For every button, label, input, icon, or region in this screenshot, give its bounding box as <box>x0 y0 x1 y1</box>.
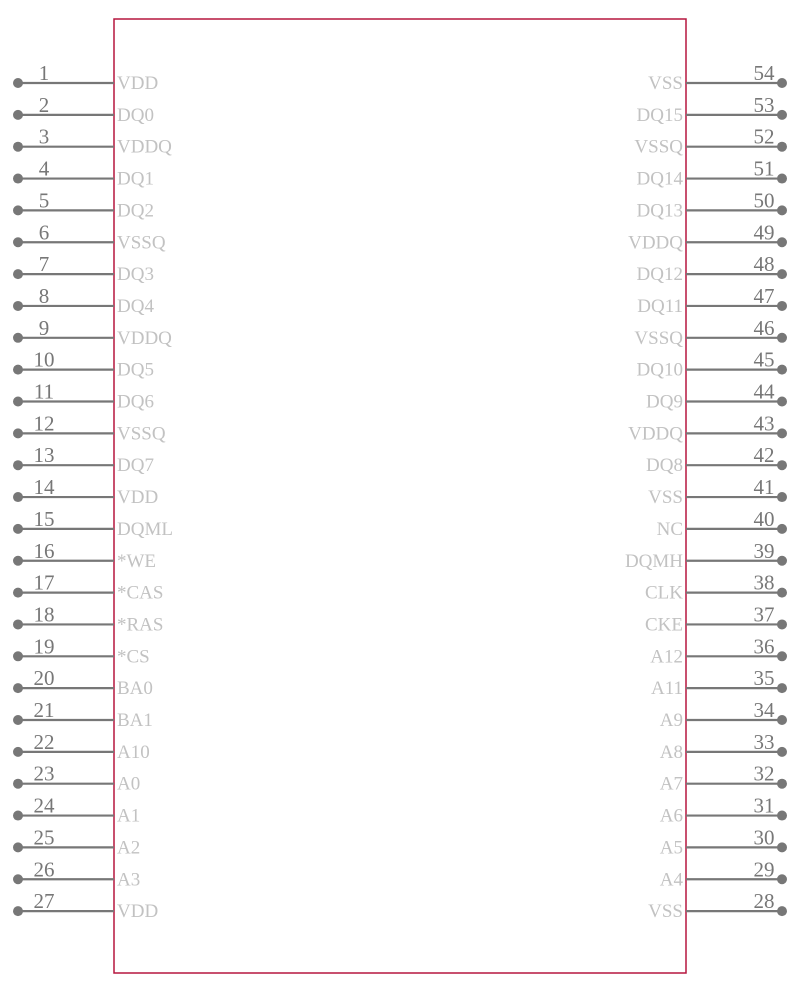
pin-terminal-dot <box>777 428 787 438</box>
pin-21 <box>13 698 153 731</box>
pin-name: A7 <box>659 773 683 795</box>
pin-number: 28 <box>753 889 775 914</box>
pin-terminal-dot <box>777 460 787 470</box>
pin-6 <box>13 220 166 253</box>
pin-number: 53 <box>753 92 775 117</box>
pin-name: VDDQ <box>117 327 172 349</box>
pin-terminal-dot <box>777 619 787 629</box>
pin-name: VSS <box>648 73 683 94</box>
pin-51 <box>637 157 787 190</box>
pin-28 <box>648 889 787 922</box>
pin-number: 8 <box>38 283 50 308</box>
pin-terminal-dot <box>777 205 787 215</box>
left-pin-group <box>13 61 173 922</box>
pin-name: *CS <box>117 646 150 668</box>
pin-number: 5 <box>38 188 50 213</box>
pin-number: 38 <box>753 570 775 595</box>
pin-terminal-dot <box>13 492 23 502</box>
pin-name: DQ1 <box>117 168 154 190</box>
pin-5 <box>13 188 154 221</box>
pin-terminal-dot <box>777 906 787 916</box>
pin-number: 7 <box>38 252 50 277</box>
pin-13 <box>13 443 154 476</box>
pin-24 <box>13 794 140 827</box>
pin-number: 15 <box>33 506 55 531</box>
pin-name: VDDQ <box>117 136 172 158</box>
pin-number: 34 <box>753 698 775 722</box>
pin-9 <box>13 316 172 349</box>
pin-number: 1 <box>38 61 50 85</box>
pin-number: 51 <box>753 156 775 181</box>
pin-terminal-dot <box>777 269 787 279</box>
pin-name: A4 <box>659 869 683 891</box>
pin-name: VDD <box>117 73 159 94</box>
pin-number: 3 <box>38 124 50 149</box>
pin-terminal-dot <box>13 301 23 311</box>
pin-terminal-dot <box>777 715 787 725</box>
pin-number: 40 <box>753 506 775 531</box>
pin-43 <box>628 411 787 444</box>
pin-terminal-dot <box>13 556 23 566</box>
pin-terminal-dot <box>13 397 23 407</box>
pin-name: VSSQ <box>634 327 683 349</box>
pin-terminal-dot <box>13 428 23 438</box>
pin-terminal-dot <box>13 779 23 789</box>
pin-terminal-dot <box>13 906 23 916</box>
pin-terminal-dot <box>777 556 787 566</box>
pin-18 <box>13 602 163 635</box>
pin-31 <box>660 794 787 827</box>
pin-37 <box>645 602 787 635</box>
pin-name: BA0 <box>117 678 153 700</box>
pin-48 <box>637 252 787 285</box>
pin-name: DQ11 <box>637 295 683 317</box>
pin-terminal-dot <box>777 524 787 534</box>
pin-54 <box>648 61 787 94</box>
pin-20 <box>13 666 153 699</box>
pin-name: CLK <box>645 582 683 604</box>
pin-name: A9 <box>659 710 683 731</box>
pin-number: 26 <box>33 857 55 882</box>
pin-number: 30 <box>753 825 775 850</box>
pin-number: 6 <box>38 220 50 245</box>
pin-name: VDDQ <box>628 232 683 254</box>
pin-number: 4 <box>38 156 50 181</box>
pin-number: 52 <box>753 124 775 149</box>
pin-name: VSS <box>648 487 683 509</box>
pin-name: DQ4 <box>117 295 154 317</box>
pin-number: 39 <box>753 538 775 563</box>
pin-number: 20 <box>33 666 55 691</box>
pin-name: VDD <box>117 487 159 509</box>
pin-15 <box>13 507 173 540</box>
pin-number: 33 <box>753 729 775 754</box>
pin-number: 16 <box>33 538 55 563</box>
pin-3 <box>13 125 172 158</box>
pin-terminal-dot <box>13 651 23 661</box>
pin-terminal-dot <box>13 237 23 247</box>
pin-terminal-dot <box>13 269 23 279</box>
pin-terminal-dot <box>13 811 23 821</box>
pin-number: 36 <box>753 634 775 659</box>
pin-14 <box>13 475 158 508</box>
pin-terminal-dot <box>13 874 23 884</box>
pin-terminal-dot <box>13 365 23 375</box>
pin-terminal-dot <box>13 619 23 629</box>
pin-name: A0 <box>117 773 141 795</box>
pin-number: 13 <box>33 443 55 468</box>
pin-terminal-dot <box>777 301 787 311</box>
pin-number: 41 <box>753 475 775 500</box>
pin-terminal-dot <box>777 237 787 247</box>
pin-name: VDDQ <box>628 423 683 445</box>
pin-terminal-dot <box>13 524 23 534</box>
pin-terminal-dot <box>13 78 23 88</box>
pin-number: 2 <box>38 92 50 117</box>
pin-name: A12 <box>650 646 683 668</box>
pin-number: 47 <box>753 283 775 308</box>
pin-number: 48 <box>753 252 775 277</box>
pin-name: VSSQ <box>117 232 166 254</box>
pin-name: A11 <box>650 678 683 700</box>
pin-name: NC <box>656 518 683 540</box>
right-pin-group <box>625 61 787 922</box>
pin-number: 32 <box>753 761 775 786</box>
pin-name: DQMH <box>624 550 683 572</box>
pin-terminal-dot <box>13 205 23 215</box>
pin-40 <box>657 507 787 540</box>
pin-name: DQ14 <box>636 168 683 190</box>
pin-terminal-dot <box>777 110 787 120</box>
pin-name: *RAS <box>117 614 164 636</box>
pin-35 <box>651 666 787 699</box>
pin-terminal-dot <box>777 874 787 884</box>
pin-17 <box>13 571 163 604</box>
pin-terminal-dot <box>13 747 23 757</box>
pin-terminal-dot <box>777 683 787 693</box>
pin-number: 27 <box>33 889 55 914</box>
pin-number: 25 <box>33 825 55 850</box>
pin-number: 37 <box>753 602 775 627</box>
pin-terminal-dot <box>13 110 23 120</box>
pin-number: 9 <box>38 315 50 340</box>
pin-number: 29 <box>753 857 775 882</box>
pin-name: BA1 <box>117 710 153 731</box>
pin-50 <box>637 188 787 221</box>
pin-number: 49 <box>753 220 775 245</box>
pin-name: A2 <box>117 837 141 859</box>
pin-12 <box>13 411 166 444</box>
pin-name: DQ5 <box>117 359 154 381</box>
pin-34 <box>660 698 787 731</box>
pin-39 <box>625 539 787 572</box>
pin-name: VSS <box>648 901 683 923</box>
pin-terminal-dot <box>777 174 787 184</box>
pin-number: 14 <box>33 475 55 500</box>
pin-25 <box>13 825 140 858</box>
pin-name: *WE <box>117 550 157 572</box>
pin-name: DQML <box>117 518 173 540</box>
pin-number: 35 <box>753 666 775 691</box>
pin-number: 22 <box>33 729 55 754</box>
pin-41 <box>648 475 787 508</box>
pin-name: A3 <box>117 869 141 891</box>
pin-terminal-dot <box>13 142 23 152</box>
pin-terminal-dot <box>13 588 23 598</box>
pin-terminal-dot <box>777 142 787 152</box>
pin-name: A5 <box>659 837 683 859</box>
pin-name: VSSQ <box>634 136 683 158</box>
pin-number: 10 <box>33 347 55 372</box>
pin-name: DQ2 <box>117 200 154 222</box>
pin-name: DQ12 <box>636 264 683 286</box>
pin-26 <box>13 857 140 890</box>
pin-number: 21 <box>33 698 55 722</box>
pin-7 <box>13 252 154 285</box>
pin-22 <box>13 730 150 763</box>
pin-terminal-dot <box>777 747 787 757</box>
pin-name: VSSQ <box>117 423 166 445</box>
pin-number: 17 <box>33 570 55 595</box>
pin-terminal-dot <box>13 715 23 725</box>
pin-name: A8 <box>659 741 683 763</box>
pin-terminal-dot <box>13 174 23 184</box>
pin-30 <box>660 825 787 858</box>
pin-number: 11 <box>33 379 55 404</box>
pin-number: 12 <box>33 411 55 436</box>
pin-42 <box>646 443 787 476</box>
pin-terminal-dot <box>777 397 787 407</box>
pin-name: A6 <box>659 805 683 827</box>
pin-47 <box>637 284 787 317</box>
pin-terminal-dot <box>777 78 787 88</box>
pin-number: 23 <box>33 761 55 786</box>
pin-name: DQ7 <box>117 455 154 477</box>
pin-27 <box>13 889 158 922</box>
pin-number: 31 <box>753 793 775 818</box>
pin-number: 43 <box>753 411 775 436</box>
pin-terminal-dot <box>777 651 787 661</box>
pin-terminal-dot <box>777 492 787 502</box>
pin-terminal-dot <box>777 811 787 821</box>
pin-name: DQ6 <box>117 391 154 413</box>
component-body <box>114 19 686 973</box>
pin-number: 46 <box>753 315 775 340</box>
pin-terminal-dot <box>777 365 787 375</box>
pin-29 <box>660 857 787 890</box>
pin-name: VDD <box>117 901 159 923</box>
pin-8 <box>13 284 154 317</box>
pin-number: 54 <box>753 61 775 85</box>
pin-45 <box>637 348 787 381</box>
pin-2 <box>13 93 154 126</box>
pin-number: 42 <box>753 443 775 468</box>
pin-1 <box>13 61 158 94</box>
pin-name: DQ15 <box>636 104 683 126</box>
pin-name: CKE <box>645 614 683 636</box>
pin-36 <box>650 634 787 667</box>
pin-terminal-dot <box>13 842 23 852</box>
pin-name: DQ10 <box>636 359 683 381</box>
pin-33 <box>660 730 787 763</box>
pin-number: 18 <box>33 602 55 627</box>
pin-number: 19 <box>33 634 55 659</box>
pin-4 <box>13 157 154 190</box>
pin-number: 24 <box>33 793 55 818</box>
pin-terminal-dot <box>13 683 23 693</box>
pin-terminal-dot <box>777 588 787 598</box>
pin-53 <box>637 93 787 126</box>
pin-46 <box>634 316 787 349</box>
pin-16 <box>13 539 156 572</box>
pin-11 <box>13 380 154 413</box>
pin-name: A1 <box>117 805 141 827</box>
pin-name: *CAS <box>117 582 164 604</box>
pin-49 <box>628 220 787 253</box>
pin-terminal-dot <box>13 333 23 343</box>
pin-23 <box>13 762 140 795</box>
pin-terminal-dot <box>777 842 787 852</box>
pin-32 <box>660 762 787 795</box>
pin-name: DQ8 <box>646 455 683 477</box>
pin-10 <box>13 348 154 381</box>
pin-terminal-dot <box>13 460 23 470</box>
pin-number: 45 <box>753 347 775 372</box>
pin-number: 50 <box>753 188 775 213</box>
pin-19 <box>13 634 150 667</box>
pin-38 <box>645 571 787 604</box>
pin-name: DQ13 <box>636 200 683 222</box>
pin-44 <box>646 380 787 413</box>
pin-52 <box>634 125 787 158</box>
pin-terminal-dot <box>777 779 787 789</box>
pin-name: A10 <box>117 741 150 763</box>
pin-terminal-dot <box>777 333 787 343</box>
pin-name: DQ0 <box>117 104 154 126</box>
pin-number: 44 <box>753 379 775 404</box>
pin-name: DQ3 <box>117 264 154 286</box>
pin-name: DQ9 <box>646 391 683 413</box>
